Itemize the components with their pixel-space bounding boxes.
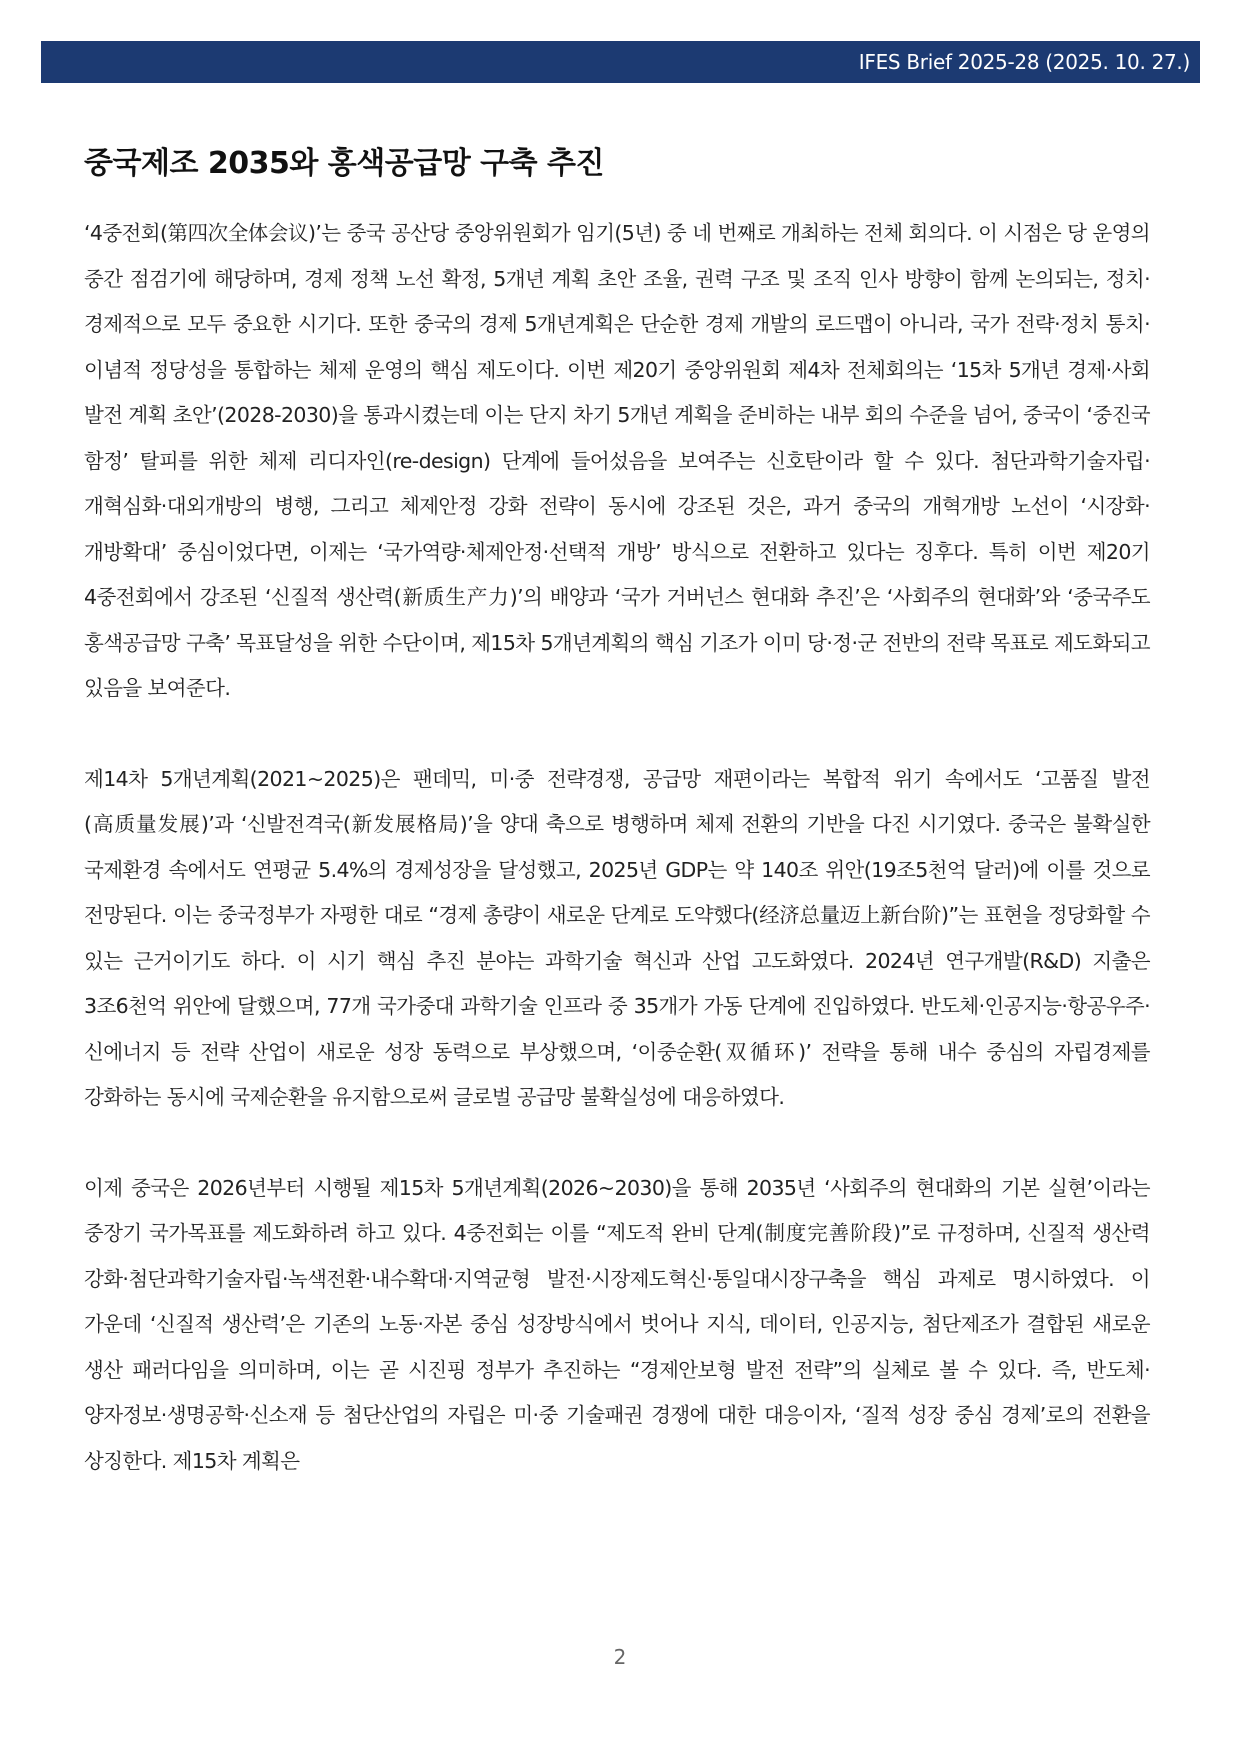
paragraph-1: ‘4중전회(第四次全体会议)’는 중국 공산당 중앙위원회가 임기(5년) 중 네 번째로 개최하는 전체 회의다. 이 시점은 당 운영의 중간 점검기에 해당하며, 경제 정책 노선 확정, 5개년 계획 초안 조율, 권력 구조 및 조직 인사 방향이 함께 논의되는, 정치·경제적으로 모두 중요한 시기다. 또한 중국의 경제 5개년계획은 단순한 경제 개발의 로드맵이 아니라, 국가 전략·정치 통치·이념적 정당성을 통합하는 체제 운영의 핵심 제도이다. 이번 제20기 중앙위원회 제4차 전체회의는 ‘15차 5개년 경제·사회 발전 계획 초안’(2028-2030)을 통과시켰는데 이는 단지 차기 5개년 계획을 준비하는 내부 회의 수준을 넘어, 중국이 ‘중진국 함정’ 탈피를 위한 체제 리디자인(re-design) 단계에 들어섰음을 보여주는 신호탄이라 할 수 있다. 첨단과학기술자립·개혁심화·대외개방의 병행, 그리고 체제안정 강화 전략이 동시에 강조된 것은, 과거 중국의 개혁개방 노선이 ‘시장화·개방확대’ 중심이었다면, 이제는 ‘국가역량·체제안정·선택적 개방’ 방식으로 전환하고 있다는 징후다. 특히 이번 제20기 4중전회에서 강조된 ‘신질적 생산력(新质生产力)’의 배양과 ‘국가 거버넌스 현대화 추진’은 ‘사회주의 현대화’와 ‘중국주도 홍색공급망 구축’ 목표달성을 위한 수단이며, 제15차 5개년계획의 핵심 기조가 이미 당·정·군 전반의 전략 목표로 제도화되고 있음을 보여준다. — [84, 221, 1150, 700]
paragraph-2: 제14차 5개년계획(2021~2025)은 팬데믹, 미·중 전략경쟁, 공급망 재편이라는 복합적 위기 속에서도 ‘고품질 발전(高质量发展)’과 ‘신발전격국(新发展格局)’을 양대 축으로 병행하며 체제 전환의 기반을 다진 시기였다. 중국은 불확실한 국제환경 속에서도 연평균 5.4%의 경제성장을 달성했고, 2025년 GDP는 약 140조 위안(19조5천억 달러)에 이를 것으로 전망된다. 이는 중국정부가 자평한 대로 “경제 총량이 새로운 단계로 도약했다(经济总量迈上新台阶)”는 표현을 정당화할 수 있는 근거이기도 하다. 이 시기 핵심 추진 분야는 과학기술 혁신과 산업 고도화였다. 2024년 연구개발(R&D) 지출은 3조6천억 위안에 달했으며, 77개 국가중대 과학기술 인프라 중 35개가 가동 단계에 진입하였다. 반도체·인공지능·항공우주·신에너지 등 전략 산업이 새로운 성장 동력으로 부상했으며, ‘이중순환(双循环)’ 전략을 통해 내수 중심의 자립경제를 강화하는 동시에 국제순환을 유지함으로써 글로벌 공급망 불확실성에 대응하였다. — [84, 766, 1150, 1109]
paragraph-3: 이제 중국은 2026년부터 시행될 제15차 5개년계획(2026~2030)을 통해 2035년 ‘사회주의 현대화의 기본 실현’이라는 중장기 국가목표를 제도화하려 하고 있다. 4중전회는 이를 “제도적 완비 단계(制度完善阶段)”로 규정하며, 신질적 생산력 강화·첨단과학기술자립·녹색전환·내수확대·지역균형 발전·시장제도혁신·통일대시장구축을 핵심 과제로 명시하였다. 이 가운데 ‘신질적 생산력’은 기존의 노동·자본 중심 성장방식에서 벗어나 지식, 데이터, 인공지능, 첨단제조가 결합된 새로운 생산 패러다임을 의미하며, 이는 곧 시진핑 정부가 추진하는 “경제안보형 발전 전략”의 실체로 볼 수 있다. 즉, 반도체·양자정보·생명공학·신소재 등 첨단산업의 자립은 미·중 기술패권 경쟁에 대한 대응이자, ‘질적 성장 중심 경제’로의 전환을 상징한다. 제15차 계획은 — [84, 1175, 1150, 1473]
page-number: 2 — [613, 1645, 627, 1669]
article-body — [84, 211, 1150, 1484]
header-bar — [41, 41, 1200, 83]
brief-label: IFES Brief 2025-28 (2025. 10. 27.) — [858, 50, 1190, 74]
page-title: 중국제조 2035와 홍색공급망 구축 추진 — [84, 146, 604, 181]
